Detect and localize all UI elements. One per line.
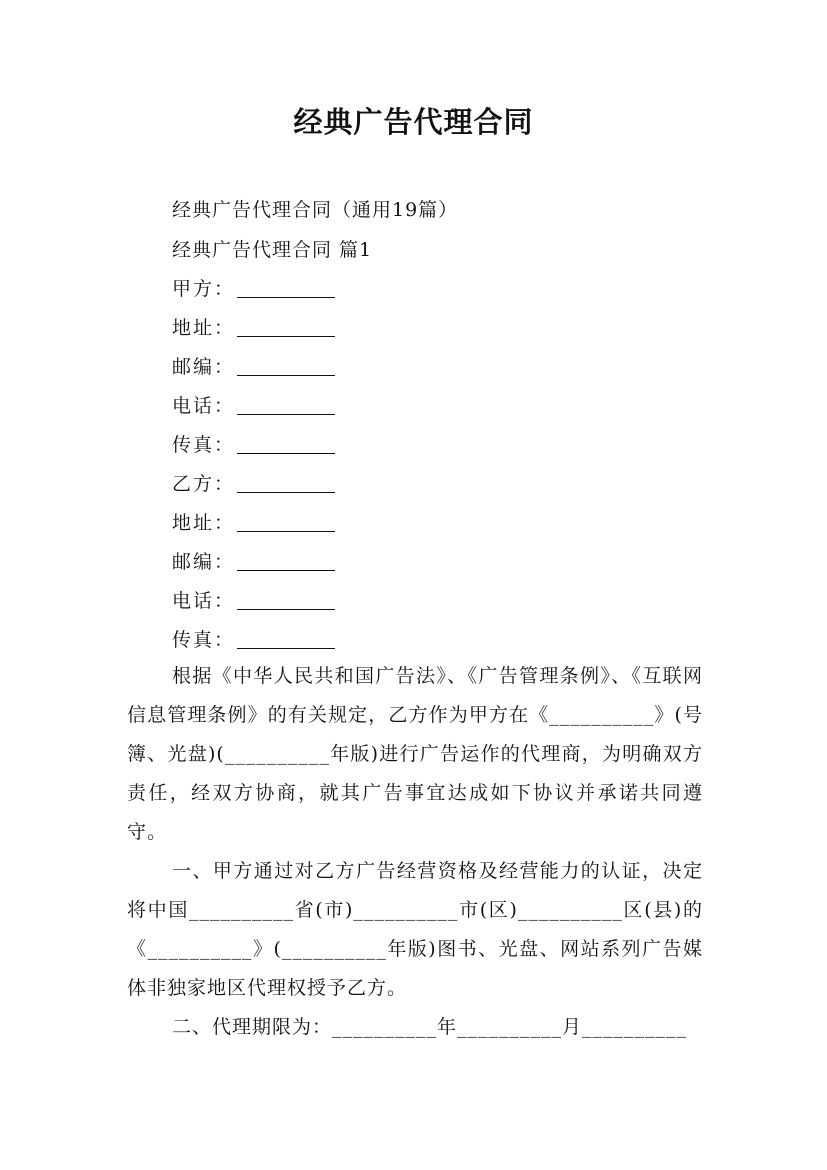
party-b-phone-blank: [237, 589, 335, 610]
party-a-name-blank: [237, 277, 335, 298]
party-a-address-blank: [237, 316, 335, 337]
party-b-name-label: 乙方：: [172, 473, 236, 495]
party-a-postcode-field: [172, 353, 335, 381]
party-b-address-blank: [237, 511, 335, 532]
party-b-postcode-label: 邮编：: [172, 551, 236, 573]
party-a-postcode-blank: [237, 355, 335, 376]
party-b-name-field: [172, 470, 335, 498]
party-a-phone-label: 电话：: [172, 395, 236, 417]
party-b-address-label: 地址：: [172, 512, 236, 534]
clause-2-paragraph: [127, 1008, 703, 1047]
intro-paragraph-text: 根据《中华人民共和国广告法》、《广告管理条例》、《互联网信息管理条例》的有关规定，乙方作为甲方在《__________》(号簿、光盘)(__________年版)进行广告运作的代理商，为明确双方责任，经双方协商，就其广告事宜达成如下协议并承诺共同遵守。: [127, 665, 703, 843]
party-a-name-label: 甲方：: [172, 278, 236, 300]
document-subtitle: 经典广告代理合同（通用19篇）: [172, 199, 459, 221]
party-b-fax-field: [172, 626, 335, 654]
clause-1-paragraph: [127, 852, 703, 1008]
party-b-name-blank: [237, 472, 335, 493]
party-a-address-label: 地址：: [172, 317, 236, 339]
intro-paragraph: [127, 657, 703, 852]
party-b-postcode-field: [172, 548, 335, 576]
party-b-phone-label: 电话：: [172, 590, 236, 612]
party-a-fax-field: [172, 431, 335, 459]
party-a-fax-label: 传真：: [172, 434, 236, 456]
party-b-postcode-blank: [237, 550, 335, 571]
clause-1-text: 一、甲方通过对乙方广告经营资格及经营能力的认证，决定将中国__________省(市)__________市(区)__________区(县)的《__________》(__________年版)图书、光盘、网站系列广告媒体非独家地区代理权授予乙方。: [127, 860, 703, 999]
party-a-fax-blank: [237, 433, 335, 454]
party-b-address-field: [172, 509, 335, 537]
party-a-name-field: [172, 275, 335, 303]
party-b-phone-field: [172, 587, 335, 615]
clause-2-text: 二、代理期限为：__________年__________月__________: [172, 1016, 688, 1038]
party-b-fax-label: 传真：: [172, 629, 236, 651]
party-a-phone-field: [172, 392, 335, 420]
party-b-fax-blank: [237, 628, 335, 649]
party-a-address-field: [172, 314, 335, 342]
party-a-phone-blank: [237, 394, 335, 415]
party-a-postcode-label: 邮编：: [172, 356, 236, 378]
document-title: 经典广告代理合同: [293, 105, 534, 139]
section-heading: 经典广告代理合同 篇1: [172, 239, 373, 261]
